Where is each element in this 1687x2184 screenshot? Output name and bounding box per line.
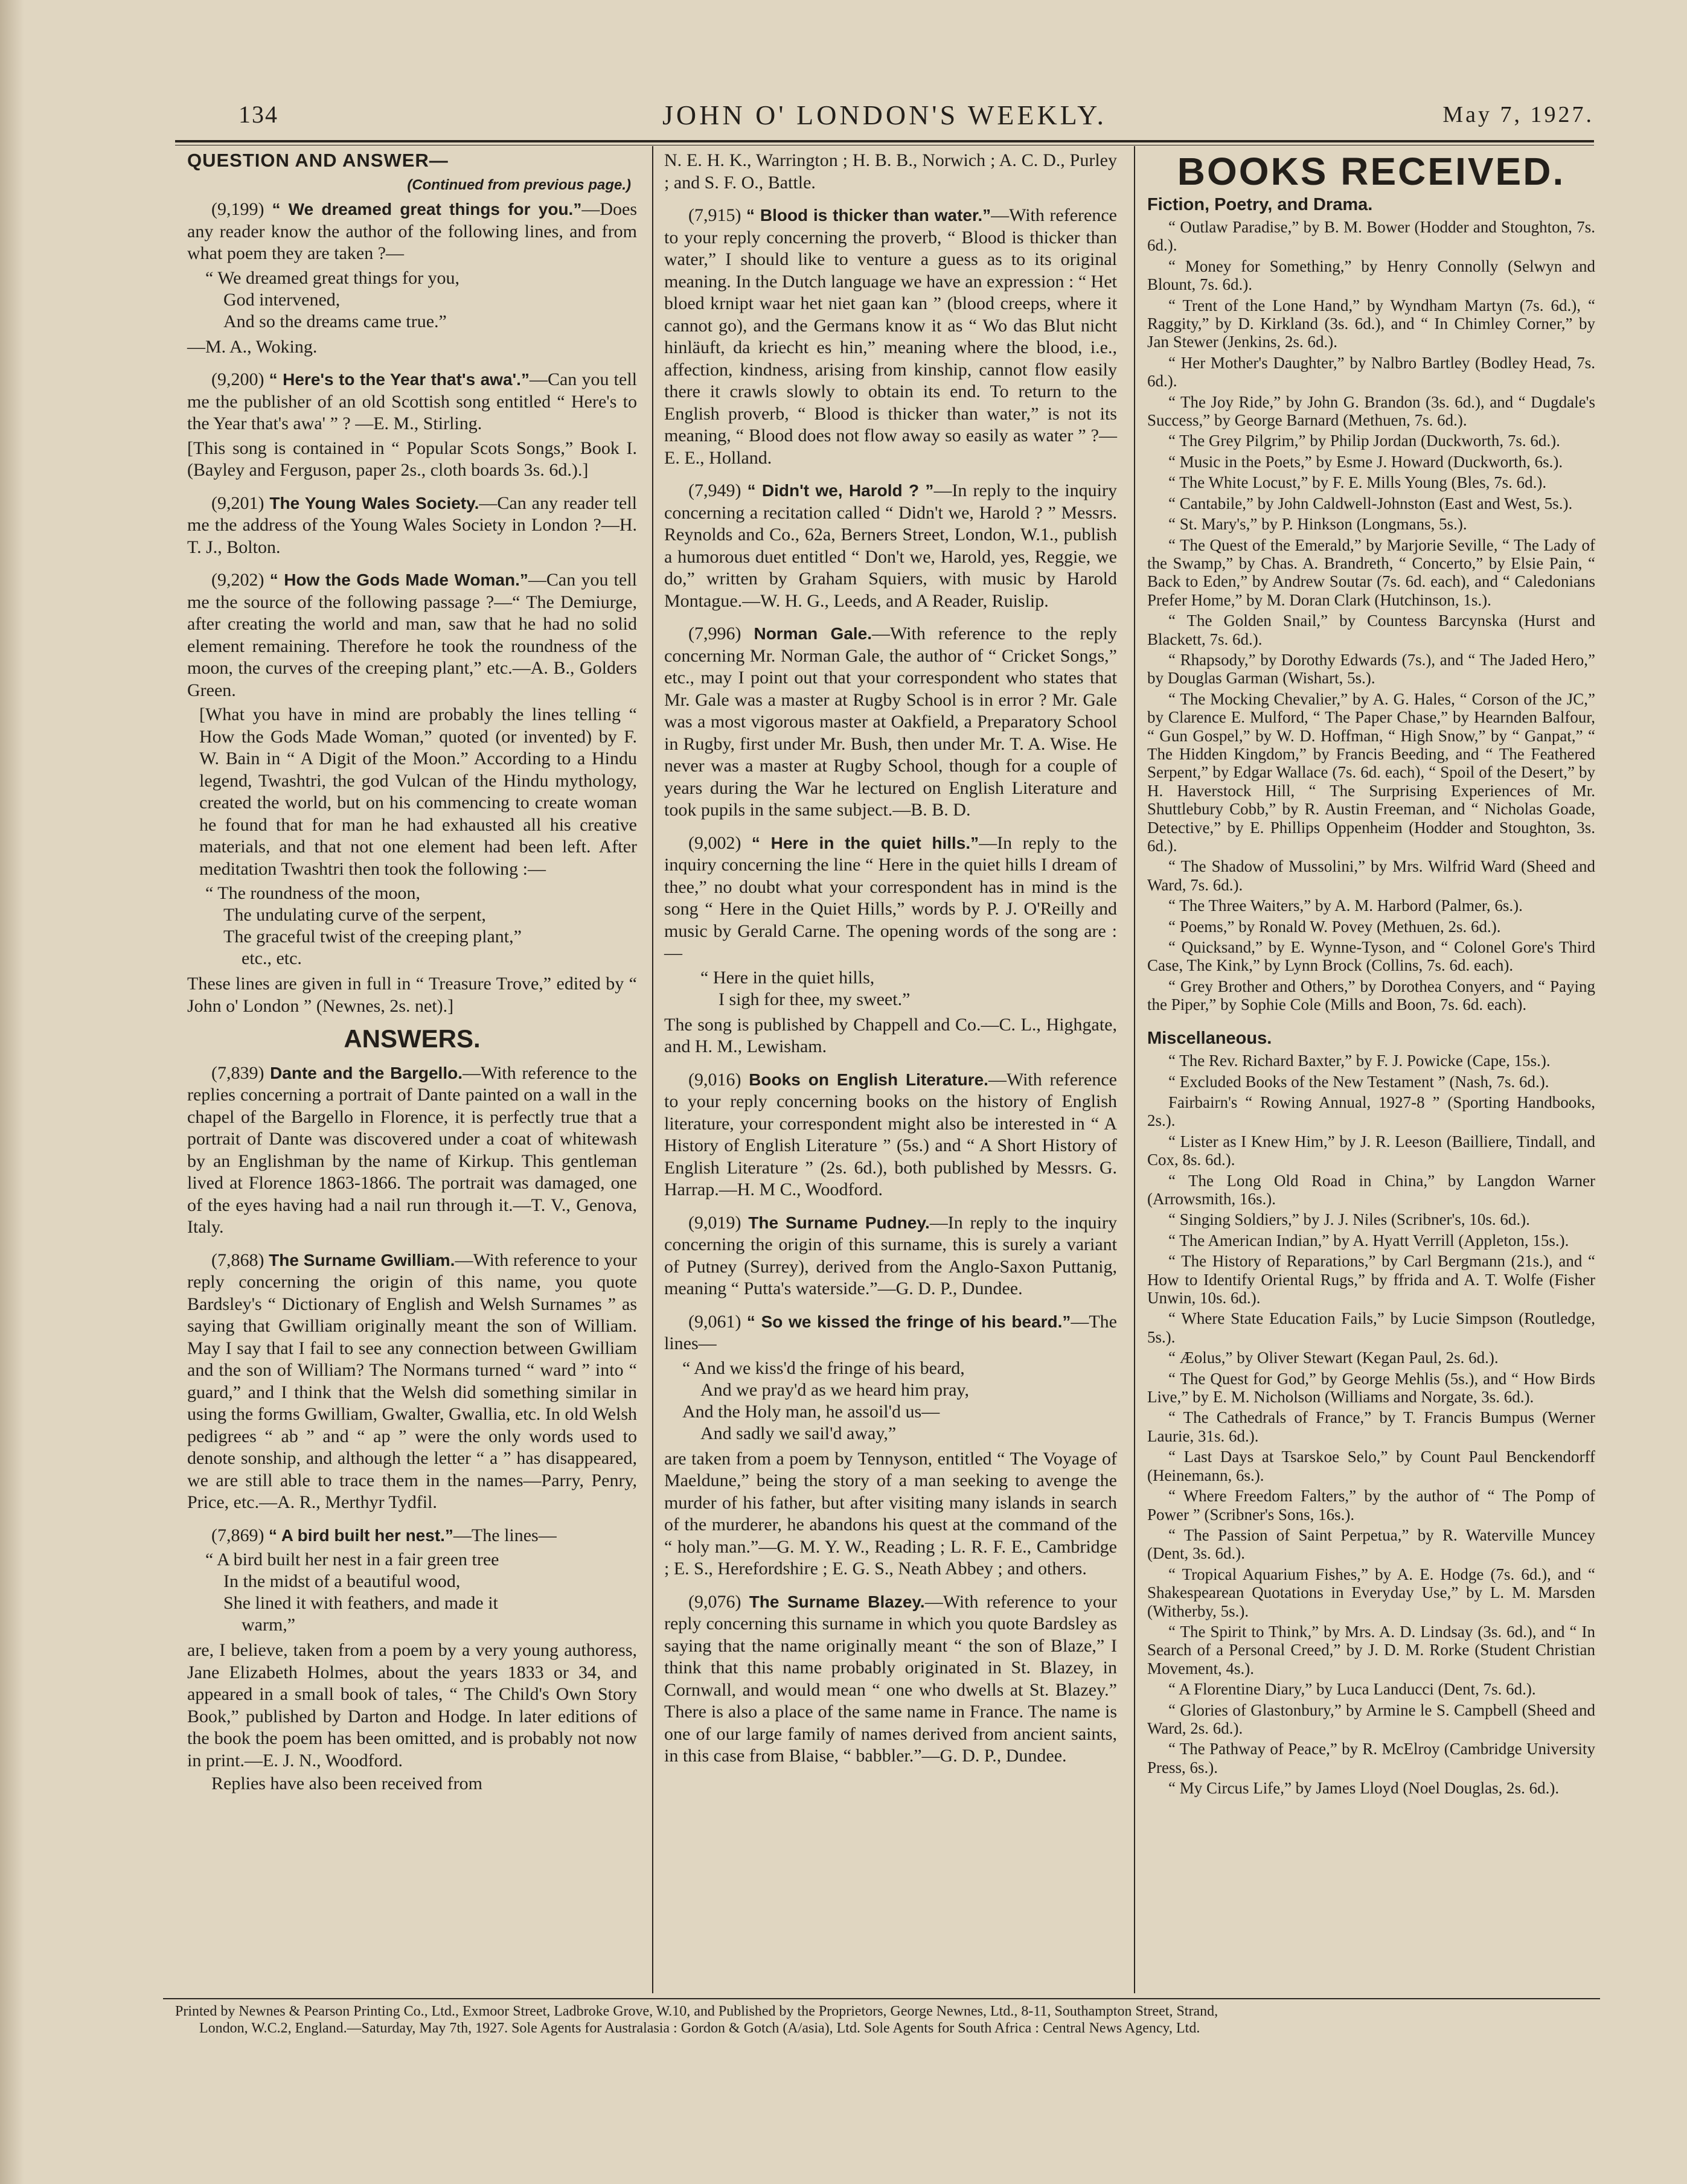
book-entry: “ Where Freedom Falters,” by the author of “ The Pomp of Power ” (Scribner's Sons, 16s.). xyxy=(1147,1487,1595,1524)
item-title: The Surname Blazey. xyxy=(749,1592,925,1611)
book-entry: “ Cantabile,” by John Caldwell-Johnston (East and West, 5s.). xyxy=(1168,494,1573,512)
book-entry: “ St. Mary's,” by P. Hinkson (Longmans, 5s.). xyxy=(1168,515,1467,534)
book-entry: “ The History of Reparations,” by Carl Bergmann (21s.), and “ How to Identify Oriental Rugs,” by ffrida and A. T. Wolfe (Fisher Unwin, 10s. 6d.). xyxy=(1147,1252,1595,1308)
book-entry: “ Tropical Aquarium Fishes,” by A. E. Hodge (7s. 6d.), and “ Shakespearean Quotations in Everyday Use,” by L. M. Marsden (Witherby, 5s.). xyxy=(1147,1565,1595,1620)
book-entry: “ The Pathway of Peace,” by R. McElroy (Cambridge University Press, 6s.). xyxy=(1147,1740,1595,1777)
answer-7915 xyxy=(664,205,1117,469)
item-number: (7,915) xyxy=(688,205,741,225)
book-entry: “ The Quest of the Emerald,” by Marjorie Seville, “ The Lady of the Swamp,” by Chas. A. Brandreth, “ Concerto,” by Elsie Pain, “ Back to Eden,” by Andrew Soutar (7s. 6d. each), and “ Caledonians Prefer Home,” by M. Doran Clark (Hutchinson, 1s.). xyxy=(1147,535,1595,609)
item-title: The Surname Pudney. xyxy=(748,1213,930,1232)
question-9202 xyxy=(187,569,637,701)
item-body: —Can you tell me the source of the following passage ?—“ The Demiurge, after creating the world and man, saw that he had no solid element remaining. Therefore he took the roundness of the moon, the curves of the creeping plant,” etc.—A. B., Golders Green. xyxy=(187,570,637,700)
book-entry: “ The White Locust,” by F. E. Mills Young (Bles, 7s. 6d.). xyxy=(1168,473,1547,492)
issue-date: May 7, 1927. xyxy=(1442,102,1594,127)
book-entry: “ Money for Something,” by Henry Connolly (Selwyn and Blount, 7s. 6d.). xyxy=(1147,257,1595,294)
book-entry: “ Music in the Poets,” by Esme J. Howard (Duckworth, 6s.). xyxy=(1168,452,1563,471)
book-entry: “ The Quest for God,” by George Mehlis (5s.), and “ How Birds Live,” by E. M. Nicholson (Williams and Norgate, 3s. 6d.). xyxy=(1147,1369,1595,1407)
answer-body: are taken from a poem by Tennyson, entitled “ The Voyage of Maeldune,” being the story of a man seeking to avenge the murder of his father, but after visiting many islands in search of the murderer, he abandons his quest at the command of the “ holy man.”—G. M. Y. W., Reading ; L. R. F. E., Cambridge ; E. S., Herefordshire ; E. G. S., Neath Abbey ; and others. xyxy=(664,1448,1117,1579)
verse-line: I sigh for thee, my sweet.” xyxy=(719,989,911,1009)
book-entry: Fairbairn's “ Rowing Annual, 1927-8 ” (Sporting Handbooks, 2s.). xyxy=(1147,1093,1595,1130)
answer-body: are, I believe, taken from a poem by a very young authoress, Jane Elizabeth Holmes, about the years 1833 or 34, and appeared in a small book of tales, “ The Child's Own Story Book,” published by Darton and Hodge. In later editions of the book the poem has been omitted, and is probably not now in print.—E. J. N., Woodford. xyxy=(187,1640,637,1771)
book-entry: “ Her Mother's Daughter,” by Nalbro Bartley (Bodley Head, 7s. 6d.). xyxy=(1147,353,1595,391)
book-entry: “ Grey Brother and Others,” by Dorothea Conyers, and “ Paying the Piper,” by Sophie Cole (Mills and Boon, 7s. 6d. each). xyxy=(1147,977,1595,1014)
verse-line: And the Holy man, he assoil'd us— xyxy=(682,1401,940,1422)
item-title: The Surname Gwilliam. xyxy=(269,1250,455,1269)
item-number: (7,868) xyxy=(211,1250,264,1270)
answer-9019 xyxy=(664,1212,1117,1300)
book-entry: “ My Circus Life,” by James Lloyd (Noel Douglas, 2s. 6d.). xyxy=(1168,1779,1560,1798)
book-entry: “ Glories of Glastonbury,” by Armine le S. Campbell (Sheed and Ward, 2s. 6d.). xyxy=(1147,1700,1595,1737)
item-number: (9,202) xyxy=(211,570,264,590)
item-body: —With reference to your reply concerning the origin of this name, you quote Bardsley's “ Dictionary of English and Welsh Surnames ” as saying that Gwilliam originally meant the son of William. May I say that I fail to see any connection between Gwilliam and the son of William? The Normans turned “ ward ” into “ guard,” and I think that the Welsh did something similar in using the forms Gwilliam, Gwalter, Gwallia, etc. In old Welsh pedigrees “ ab ” and “ ap ” were the only words used to denote sonship, and although the letter “ a ” has disappeared, we are still able to trace them in the names—Parry, Penry, Price, etc.—A. R., Merthyr Tydfil. xyxy=(187,1250,637,1512)
item-title: Norman Gale. xyxy=(754,624,872,643)
column-question-answer xyxy=(187,150,637,1806)
item-title: “ Blood is thicker than water.” xyxy=(746,206,991,225)
continued-note: (Continued from previous page.) xyxy=(407,176,631,193)
book-entry: “ The Long Old Road in China,” by Langdon Warner (Arrowsmith, 16s.). xyxy=(1147,1171,1595,1208)
item-body: —With reference to the reply concerning Mr. Norman Gale, the author of “ Cricket Songs,” etc., may I point out that your correspondent who states that Mr. Gale was a master at Rugby School is in error ? Mr. Gale was a most vigorous master at Oakfield, a Preparatory School in Rugby, first under Mr. Bush, then under Mr. T. A. Wise. He never was a master at Rugby School, though for a couple of years during the War he lectured on English Literature and took pupils in the same subject.—B. B. D. xyxy=(664,624,1117,820)
answer-9061 xyxy=(664,1311,1117,1355)
replies-note: Replies have also been received from xyxy=(211,1774,482,1793)
item-title: “ Here's to the Year that's awa'.” xyxy=(269,370,530,389)
replies-continued: N. E. H. K., Warrington ; H. B. B., Norwich ; A. C. D., Purley ; and S. F. O., Battle. xyxy=(664,150,1117,193)
item-number: (9,019) xyxy=(688,1212,741,1233)
answers-heading: ANSWERS. xyxy=(344,1024,481,1053)
answer-7868 xyxy=(187,1250,637,1514)
editor-note: [This song is contained in “ Popular Scots Songs,” Book I. (Bayley and Ferguson, paper 2s., cloth boards 3s. 6d.).] xyxy=(187,438,637,480)
imprint-footer xyxy=(175,2003,1594,2037)
item-body: —With reference to your reply concerning the proverb, “ Blood is thicker than water,” I should like to venture a guess as to its original meaning. In the Dutch language we have an expression : “ Het bloed krnipt waar het niet gaan kan ” (blood creeps, where it cannot go), and the Germans know it as “ Wo das Blut nicht hinläuft, da kriecht es hin,” meaning where the blood, i.e., affection, kindness, arising from kinship, cannot flow easily there it crawls slowly to obtain its end. To return to the English proverb, “ Blood is thicker than water,” is not its meaning, “ Blood does not flow away so easily as water ” ?—E. E., Holland. xyxy=(664,205,1117,468)
item-title: “ Didn't we, Harold ? ” xyxy=(747,481,934,500)
item-number: (9,199) xyxy=(211,199,264,219)
book-entry: “ Excluded Books of the New Testament ” (Nash, 7s. 6d.). xyxy=(1168,1072,1549,1091)
verse-block xyxy=(205,1549,637,1636)
verse-line: “ The roundness of the moon, xyxy=(205,883,421,903)
book-entry: “ Rhapsody,” by Dorothy Edwards (7s.), and “ The Jaded Hero,” by Douglas Garman (Wishart, 5s.). xyxy=(1147,650,1595,688)
column-divider-2 xyxy=(1134,146,1135,1993)
item-title: “ Here in the quiet hills.” xyxy=(751,833,979,852)
item-number: (7,996) xyxy=(688,624,741,643)
book-entry: “ Outlaw Paradise,” by B. M. Bower (Hodder and Stoughton, 7s. 6d.). xyxy=(1147,218,1595,255)
item-number: (7,869) xyxy=(211,1525,264,1545)
verse-line: In the midst of a beautiful wood, xyxy=(223,1571,461,1591)
book-entry: “ Æolus,” by Oliver Stewart (Kegan Paul, 2s. 6d.). xyxy=(1168,1349,1499,1367)
book-entry: “ Trent of the Lone Hand,” by Wyndham Martyn (7s. 6d.), “ Raggity,” by D. Kirkland (3s. 6d.), and “ In Chimley Corner,” by Jan Stewer (Jenkins, 2s. 6d.). xyxy=(1147,296,1595,351)
editor-note-end: These lines are given in full in “ Treasure Trove,” edited by “ John o' London ” (Newnes, 2s. net).] xyxy=(187,974,637,1016)
item-intro: —The lines— xyxy=(664,1311,1117,1353)
verse-block xyxy=(682,1358,1117,1445)
fiction-heading: Fiction, Poetry, and Drama. xyxy=(1147,194,1373,214)
item-body: —In reply to the inquiry concerning a recitation called “ Didn't we, Harold ? ” Messrs. Reynolds and Co., 62a, Berners Street, London, W.1., publish a humorous duet entitled “ Don't we, Harold, yes, Reggie, we do,” written by Graham Squiers, with music by Harold Montague.—W. H. G., Leeds, and A Reader, Ruislip. xyxy=(664,481,1118,611)
item-body: —Can you tell me the publisher of an old Scottish song entitled “ Here's to the Year that's awa' ” ? —E. M., Stirling. xyxy=(187,369,637,433)
item-body: —In reply to the inquiry concerning the origin of this surname, this is surely a variant of Putney (Surrey), derived from the Anglo-Saxon Puttanig, meaning “ Putta's waterside.”—G. D. P., Dundee. xyxy=(664,1212,1118,1298)
book-entry: “ The Cathedrals of France,” by T. Francis Bumpus (Werner Laurie, 31s. 6d.). xyxy=(1147,1408,1595,1445)
editor-note: [What you have in mind are probably the lines telling “ How the Gods Made Woman,” quoted (or invented) by F. W. Bain in “ A Digit of the Moon.” According to a Hindu legend, Twashtri, the god Vulcan of the Hindu mythology, created the world, but on his commencing to create woman he found that for man he had exhausted all his creative materials, and that not one element had been left. After meditation Twashtri then took the following :— xyxy=(199,704,637,879)
item-title: “ How the Gods Made Woman.” xyxy=(269,570,528,589)
book-entry: “ The Mocking Chevalier,” by A. G. Hales, “ Corson of the JC,” by Clarence E. Mulford, “ The Paper Chase,” by Hearnden Balfour, “ Gun Gospel,” by W. D. Hoffman, “ High Snow,” by “ Ganpat,” “ The Hidden Kingdom,” by Francis Beeding, and “ The Feathered Serpent,” by Edgar Wallace (7s. 6d. each), “ Spoil of the Desert,” by H. Haverstock Hill, “ The Surprising Experiences of Mr. Shuttlebury Cobb,” by R. Austin Freeman, and “ Nicholas Goade, Detective,” by E. Phillips Oppenheim (Hodder and Stoughton, 3s. 6d.). xyxy=(1147,689,1595,855)
question-9200 xyxy=(187,369,637,435)
item-body: —Can any reader tell me the address of the Young Wales Society in London ?—H. T. J., Bolton. xyxy=(187,493,637,557)
column-answers-continued xyxy=(664,150,1117,1778)
book-entry: “ Last Days at Tsarskoe Selo,” by Count Paul Benckendorff (Heinemann, 6s.). xyxy=(1147,1448,1595,1484)
answer-7996 xyxy=(664,623,1117,822)
signature: —M. A., Woking. xyxy=(187,336,318,357)
verse-line: God intervened, xyxy=(223,289,341,310)
book-entry: “ The Joy Ride,” by John G. Brandon (3s. 6d.), and “ Dugdale's Success,” by George Barnard (Methuen, 7s. 6d.). xyxy=(1147,392,1595,430)
item-number: (9,002) xyxy=(688,832,741,853)
item-number: (9,061) xyxy=(688,1311,741,1332)
column-divider-1 xyxy=(652,146,653,1993)
page-number: 134 xyxy=(238,101,278,128)
verse-block xyxy=(700,967,1117,1011)
item-body: —In reply to the inquiry concerning the line “ Here in the quiet hills I dream of thee,” no doubt what your correspondent has in mind is the song “ Here in the Quiet Hills,” words by P. J. O'Reilly and music by Gerald Carne. The opening words of the song are :— xyxy=(664,832,1118,963)
item-body: —With reference to your reply concerning books on the history of English literature, your correspondent might also be interested in “ A History of English Literature ” (5s.) and “ A Short History of English Literature ” (2s. 6d.), both published by Messrs. G. Harrap.—H. M C., Woodford. xyxy=(664,1069,1117,1199)
verse-line: etc., etc. xyxy=(242,948,302,968)
book-entry: “ Singing Soldiers,” by J. J. Niles (Scribner's, 10s. 6d.). xyxy=(1168,1210,1530,1229)
footer-rule xyxy=(163,1998,1600,1999)
item-body: —With reference to the replies concerning a portrait of Dante painted on a wall in the chapel of the Bargello in Florence, it is perfectly true that a portrait of Dante was discovered under a coat of whitewash by an Englishman by the name of Kirkup. This gentleman lived at Florence 1863-1866. The portrait was damaged, one of the eyes having had a nail run through it.—T. V., Genova, Italy. xyxy=(187,1062,638,1237)
misc-heading: Miscellaneous. xyxy=(1147,1028,1272,1048)
book-entry: “ The Shadow of Mussolini,” by Mrs. Wilfrid Ward (Sheed and Ward, 7s. 6d.). xyxy=(1147,857,1595,894)
item-number: (7,839) xyxy=(211,1062,264,1083)
book-entry: “ Where State Education Fails,” by Lucie Simpson (Routledge, 5s.). xyxy=(1147,1309,1595,1346)
answer-9002 xyxy=(664,832,1117,965)
verse-block xyxy=(205,883,637,969)
book-entry: “ A Florentine Diary,” by Luca Landucci (Dent, 7s. 6d.). xyxy=(1168,1680,1536,1699)
verse-line: “ Here in the quiet hills, xyxy=(700,967,875,988)
fiction-list xyxy=(1147,218,1595,1014)
verse-line: “ And we kiss'd the fringe of his beard, xyxy=(682,1358,965,1378)
book-entry: “ The American Indian,” by A. Hyatt Verrill (Appleton, 15s.). xyxy=(1168,1231,1569,1250)
verse-line: The undulating curve of the serpent, xyxy=(223,905,486,925)
item-title: The Young Wales Society. xyxy=(269,493,479,512)
section-title: QUESTION AND ANSWER— xyxy=(187,150,449,171)
book-entry: “ The Golden Snail,” by Countess Barcynska (Hurst and Blackett, 7s. 6d.). xyxy=(1147,611,1595,648)
item-body: —With reference to your reply concerning this surname in which you quote Bardsley as saying that the name originally meant “ the son of Blaze,” I think that this name probably originated in St. Blazey, in Cornwall, and would mean “ one who dwells at St. Blazey.” There is also a place of the same name in France. The name is one of our large family of names derived from ancient saints, in this case from Blaise, “ babbler.”—G. D. P., Dundee. xyxy=(664,1591,1117,1766)
books-received-title: BOOKS RECEIVED. xyxy=(1177,150,1566,193)
item-body: —Does any reader know the author of the following lines, and from what poem they are taken ?— xyxy=(187,199,637,263)
item-intro: —The lines— xyxy=(453,1525,557,1545)
item-number: (9,201) xyxy=(211,493,264,513)
question-9201 xyxy=(187,493,637,559)
misc-list xyxy=(1147,1052,1595,1797)
publication-title: JOHN O' LONDON'S WEEKLY. xyxy=(662,100,1107,130)
book-entry: “ The Passion of Saint Perpetua,” by R. Waterville Muncey (Dent, 3s. 6d.). xyxy=(1147,1525,1595,1563)
item-title: “ So we kissed the fringe of his beard.” xyxy=(746,1312,1071,1331)
page-header xyxy=(175,97,1594,139)
book-entry: “ Quicksand,” by E. Wynne-Tyson, and “ Colonel Gore's Third Case, The Kink,” by Lynn Brock (Collins, 7s. 6d. each). xyxy=(1147,938,1595,975)
book-entry: “ Lister as I Knew Him,” by J. R. Leeson (Bailliere, Tindall, and Cox, 8s. 6d.). xyxy=(1147,1132,1595,1169)
verse-line: “ A bird built her nest in a fair green tree xyxy=(205,1550,499,1569)
item-title: “ We dreamed great things for you.” xyxy=(272,200,582,219)
book-entry: “ Poems,” by Ronald W. Povey (Methuen, 2s. 6d.). xyxy=(1168,917,1501,936)
item-title: Books on English Literature. xyxy=(749,1070,988,1089)
item-number: (9,076) xyxy=(688,1591,741,1612)
answer-9016 xyxy=(664,1069,1117,1201)
book-entry: “ The Spirit to Think,” by Mrs. A. D. Lindsay (3s. 6d.), and “ In Search of a Personal Creed,” by J. D. M. Rorke (Student Christian Movement, 4s.). xyxy=(1147,1622,1595,1678)
book-entry: “ The Rev. Richard Baxter,” by F. J. Powicke (Cape, 15s.). xyxy=(1168,1052,1551,1070)
imprint-line: London, W.C.2, England.—Saturday, May 7th, 1927. Sole Agents for Australasia : Gordon & Gotch (A/asia), Ltd. Sole Agents for South Africa : Central News Agency, Ltd. xyxy=(199,2020,1200,2036)
item-number: (9,200) xyxy=(211,369,264,389)
verse-line: “ We dreamed great things for you, xyxy=(205,267,460,288)
header-rule xyxy=(175,140,1594,142)
verse-line: And sadly we sail'd away,” xyxy=(700,1423,897,1443)
verse-line: She lined it with feathers, and made it xyxy=(223,1593,498,1613)
question-9199 xyxy=(187,199,637,265)
page-edge-shadow xyxy=(0,0,24,2184)
item-number: (7,949) xyxy=(688,481,741,500)
item-number: (9,016) xyxy=(688,1069,741,1090)
verse-line: And so the dreams came true.” xyxy=(223,311,447,331)
item-title: Dante and the Bargello. xyxy=(270,1063,463,1082)
answer-7869 xyxy=(187,1525,637,1547)
book-entry: “ The Grey Pilgrim,” by Philip Jordan (Duckworth, 7s. 6d.). xyxy=(1168,432,1560,450)
verse-block xyxy=(205,267,637,333)
verse-line: warm,” xyxy=(242,1615,296,1635)
book-entry: “ The Three Waiters,” by A. M. Harbord (Palmer, 6s.). xyxy=(1168,896,1523,915)
imprint-line: Printed by Newnes & Pearson Printing Co., Ltd., Exmoor Street, Ladbroke Grove, W.10, and Published by the Proprietors, George Newnes, Ltd., 8-11, Southampton Street, Strand, xyxy=(175,2004,1218,2019)
column-books-received xyxy=(1147,150,1595,1800)
verse-line: The graceful twist of the creeping plant,” xyxy=(223,927,522,947)
answer-7839 xyxy=(187,1062,637,1239)
verse-line: And we pray'd as we heard him pray, xyxy=(700,1379,969,1400)
answer-9076 xyxy=(664,1591,1117,1767)
item-title: “ A bird built her nest.” xyxy=(268,1525,453,1545)
answer-end: The song is published by Chappell and Co.—C. L., Highgate, and H. M., Lewisham. xyxy=(664,1014,1117,1056)
answer-7949 xyxy=(664,480,1117,612)
